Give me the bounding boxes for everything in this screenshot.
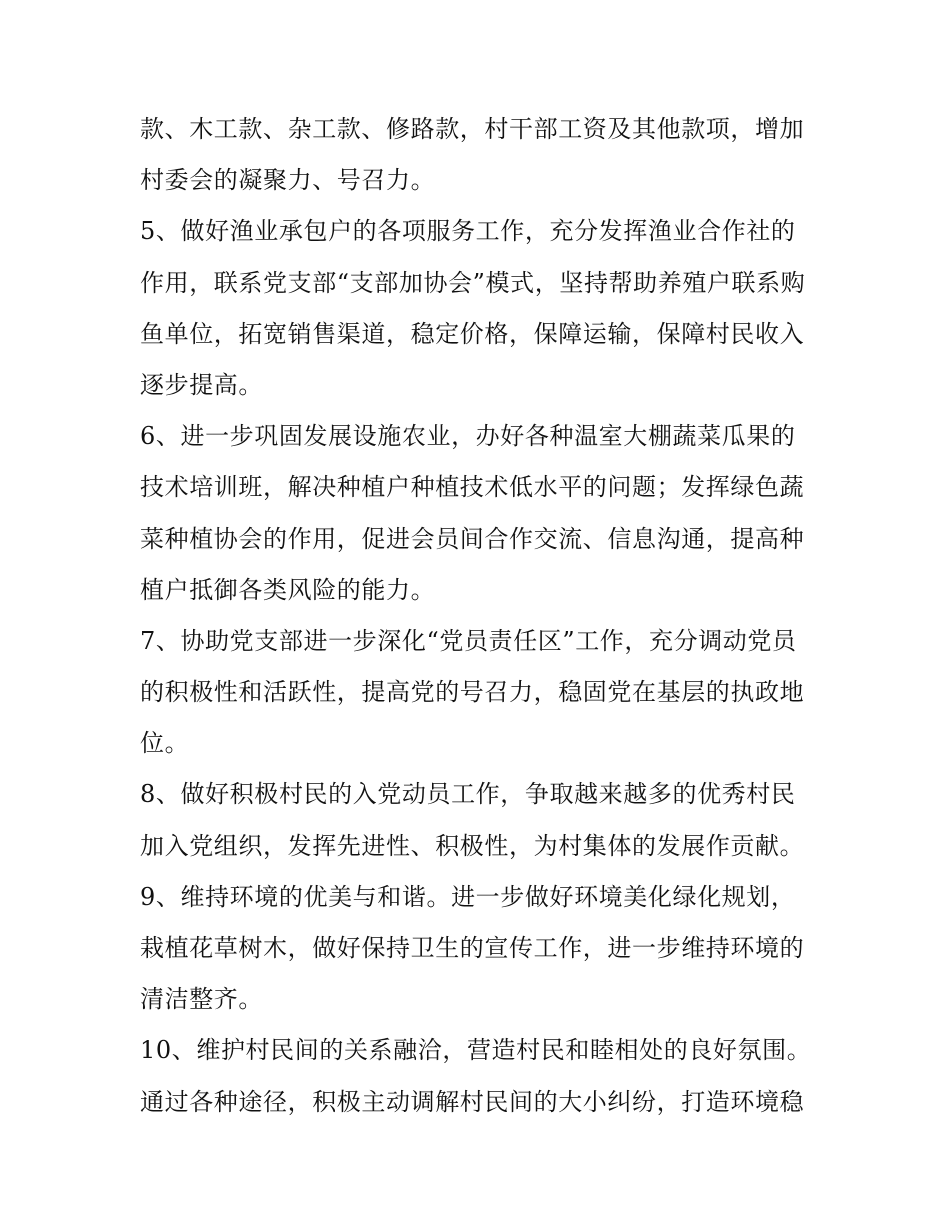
text-line: 植户抵御各类风险的能力。	[140, 575, 436, 604]
text-line: 加入党组织，发挥先进性、积极性，为村集体的发展作贡献。	[140, 831, 805, 860]
text-line: 技术培训班，解决种植户种植技术低水平的问题；发挥绿色蔬	[140, 473, 805, 502]
text-line: 逐步提高。	[140, 370, 263, 399]
text-line: 村委会的凝聚力、号召力。	[140, 166, 436, 195]
text-line: 位。	[140, 729, 190, 758]
text-line: 通过各种途径，积极主动调解村民间的大小纠纷，打造环境稳	[140, 1087, 805, 1116]
text-line: 9、维持环境的优美与和谐。进一步做好环境美化绿化规划，	[140, 882, 796, 911]
text-line: 6、进一步巩固发展设施农业，办好各种温室大棚蔬菜瓜果的	[140, 422, 796, 451]
text-line: 栽植花草树木，做好保持卫生的宣传工作，进一步维持环境的	[140, 934, 805, 962]
text-line: 10、维护村民间的关系融洽，营造村民和睦相处的良好氛围。	[140, 1036, 812, 1065]
document-body	[140, 104, 820, 1128]
text-line: 8、做好积极村民的入党动员工作，争取越来越多的优秀村民	[140, 780, 796, 809]
text-line: 清洁整齐。	[140, 985, 263, 1014]
text-line: 款、木工款、杂工款、修路款，村干部工资及其他款项，增加	[140, 115, 805, 143]
text-line: 菜种植协会的作用，促进会员间合作交流、信息沟通，提高种	[140, 524, 805, 553]
text-line: 的积极性和活跃性，提高党的号召力，稳固党在基层的执政地	[140, 678, 805, 707]
text-line: 7、协助党支部进一步深化“党员责任区”工作，充分调动党员	[140, 626, 797, 655]
text-line: 鱼单位，拓宽销售渠道，稳定价格，保障运输，保障村民收入	[140, 319, 805, 348]
text-line: 作用，联系党支部“支部加协会”模式，坚持帮助养殖户联系购	[140, 268, 806, 297]
text-line: 5、做好渔业承包户的各项服务工作，充分发挥渔业合作社的	[140, 217, 796, 246]
